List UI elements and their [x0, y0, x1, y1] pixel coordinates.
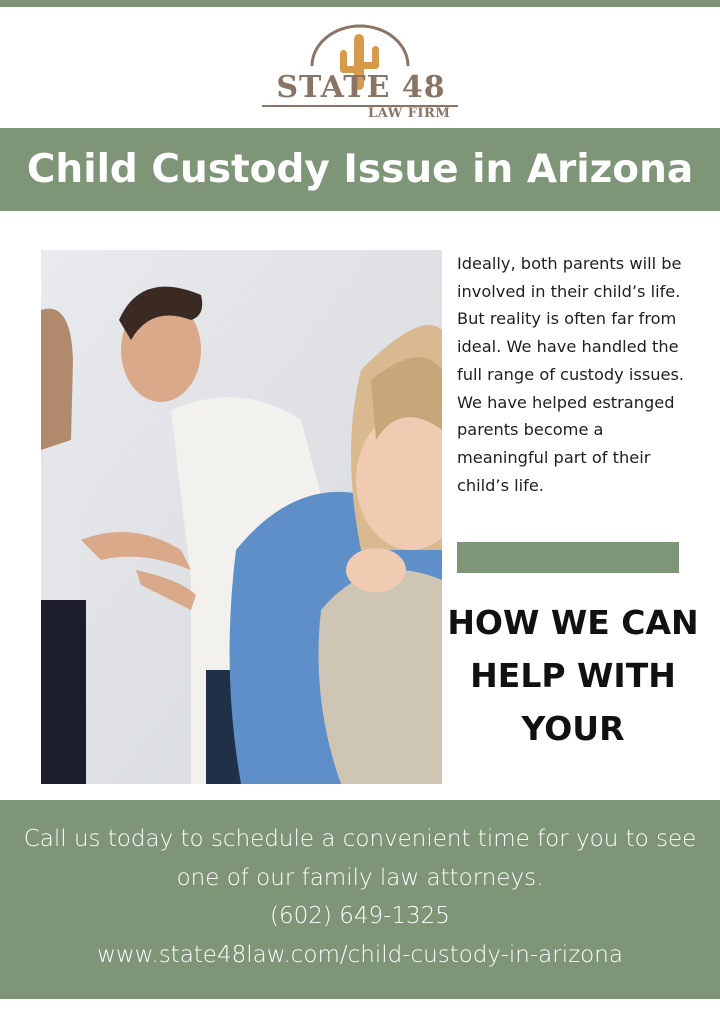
logo-subtitle: LAW FIRM: [368, 106, 451, 121]
contact-footer: [0, 800, 720, 999]
accent-bar: [457, 542, 679, 573]
logo-wordmark: STATE 48: [276, 70, 446, 105]
how-we-can-help-heading: HOW WE CAN HELP WITH YOUR: [447, 603, 699, 748]
title-band: [0, 128, 720, 211]
page-title: Child Custody Issue in Arizona: [26, 147, 694, 192]
footer-call-line-2: one of our family law attorneys.: [176, 864, 544, 891]
top-stripe: [0, 0, 720, 7]
logo: [262, 18, 458, 121]
family-photo: [41, 250, 442, 784]
intro-paragraph: Ideally, both parents will be involved in their child’s life. But reality is often far from ideal. We have handled the full range of custody issues. We have helped estranged parents become a meaningful part of their child’s life.: [457, 254, 685, 495]
footer-url-link[interactable]: www.state48law.com/child-custody-in-arizona: [97, 941, 623, 968]
family-photo-illustration: [41, 250, 442, 784]
footer-phone[interactable]: (602) 649-1325: [270, 903, 450, 929]
footer-call-line-1: Call us today to schedule a convenient time for you to see: [23, 826, 697, 852]
